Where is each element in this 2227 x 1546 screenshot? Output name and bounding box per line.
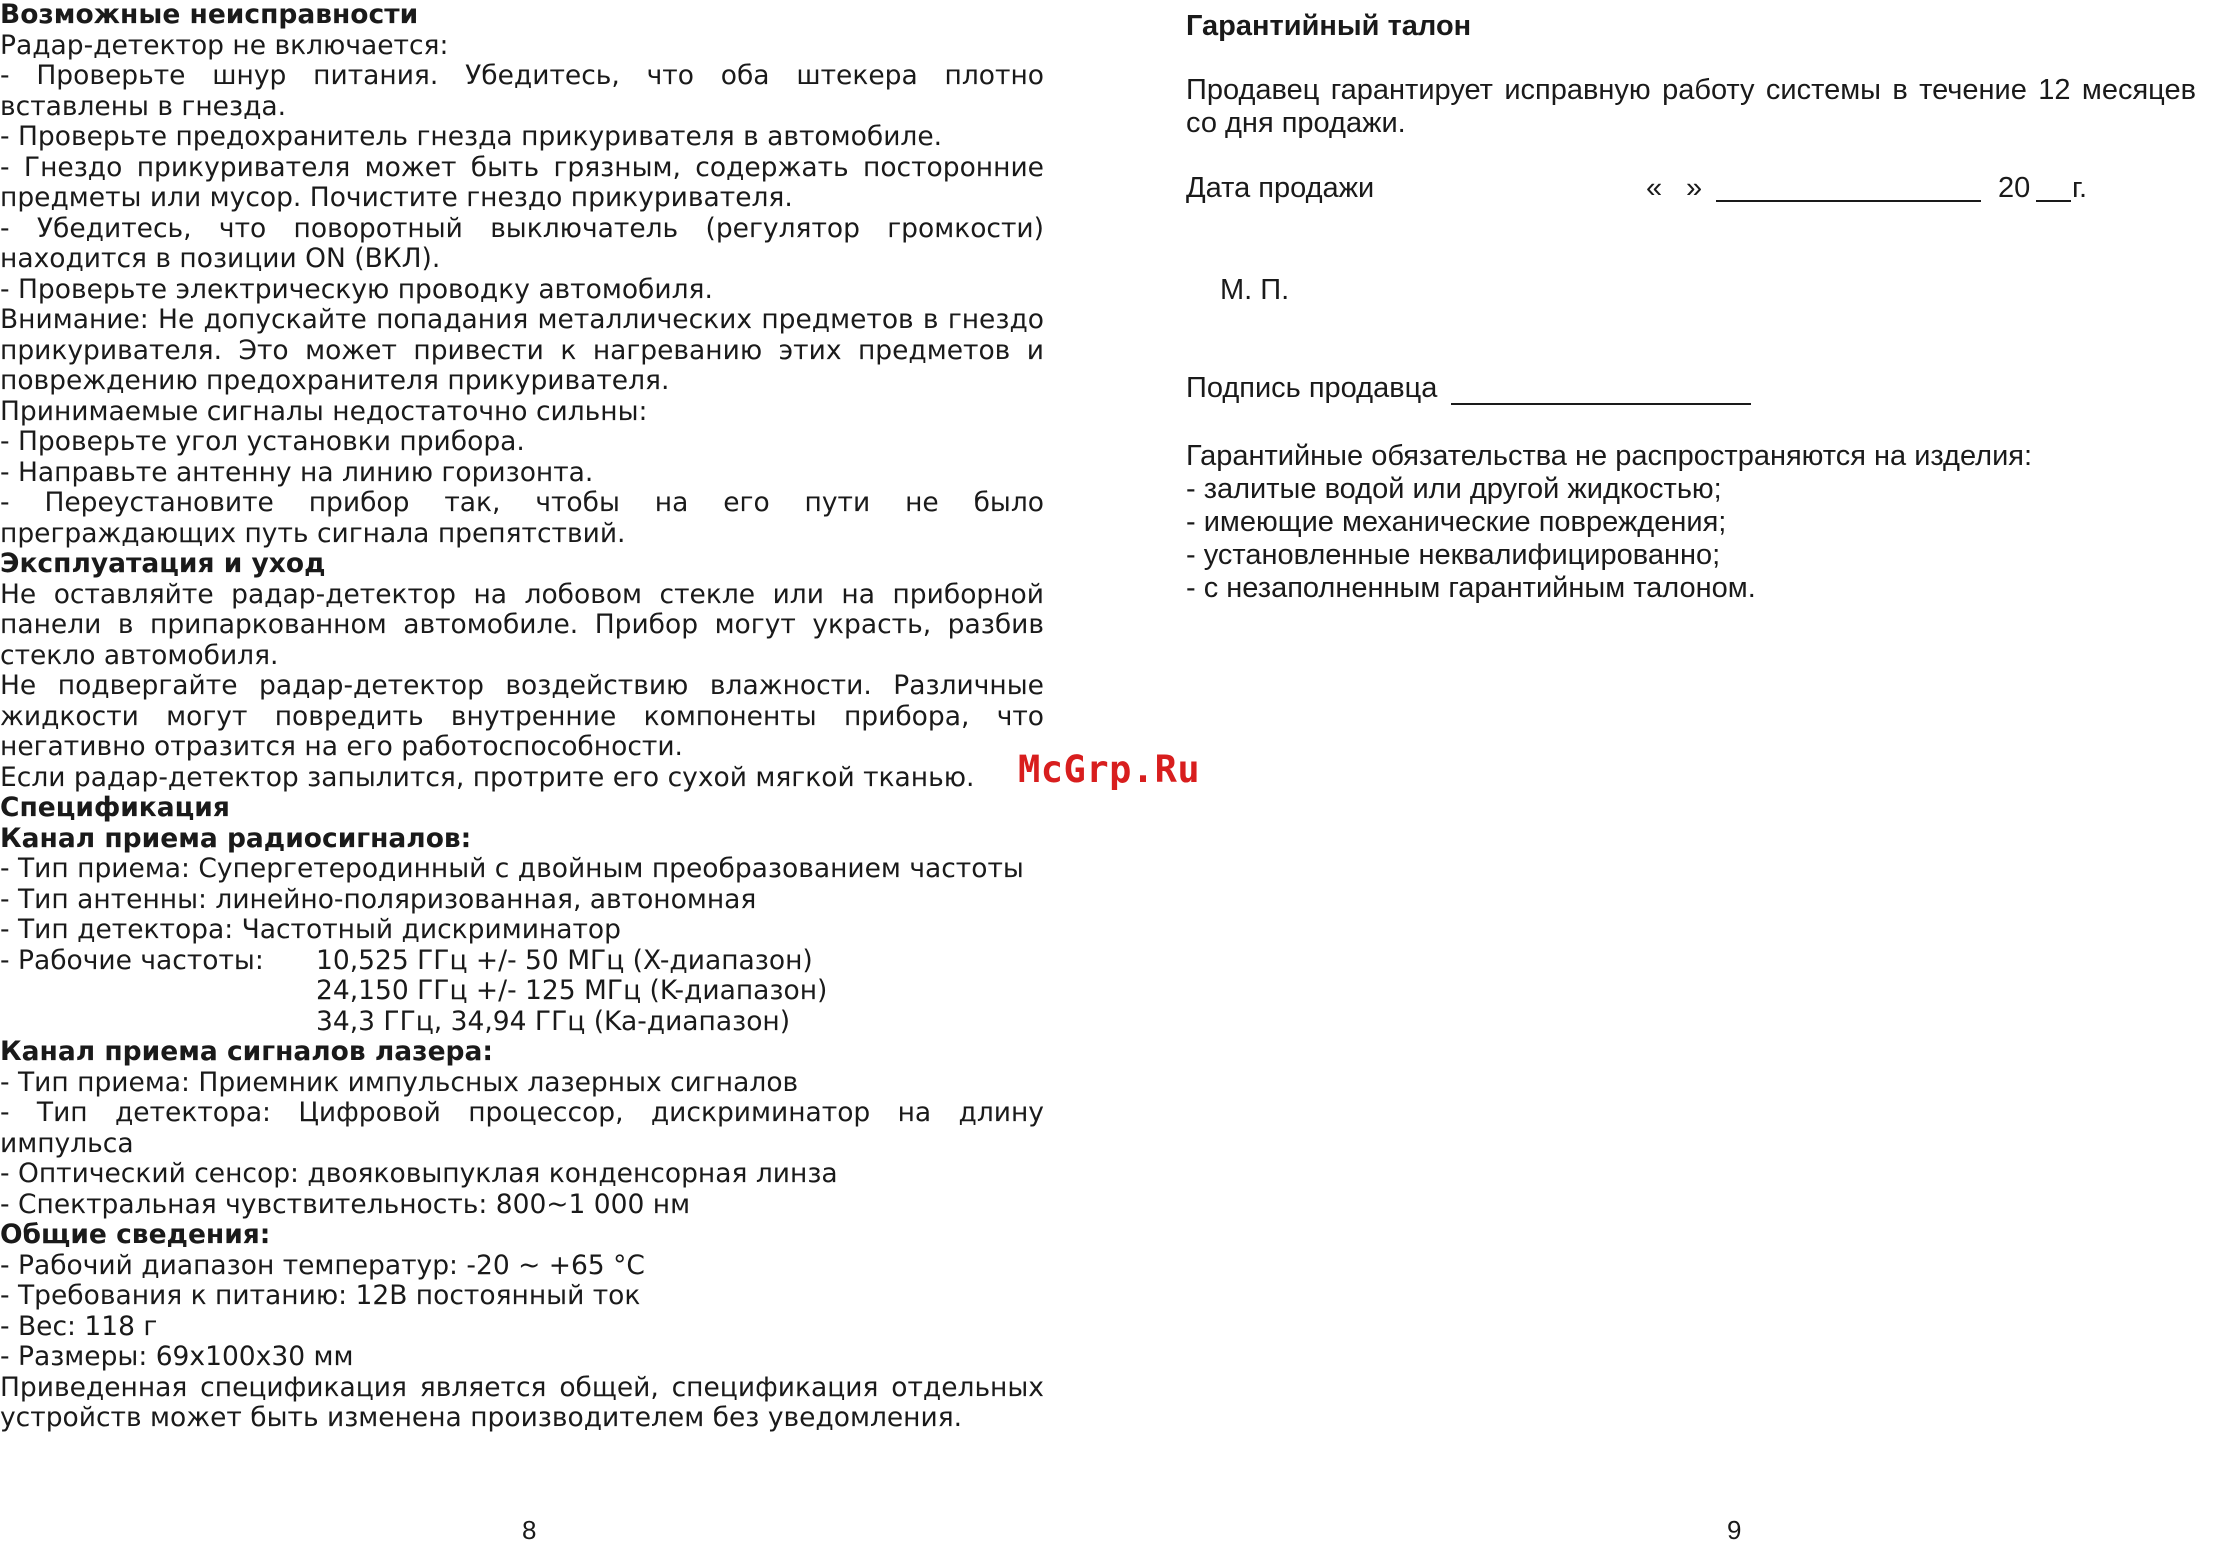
- year-prefix: 20: [1998, 172, 2031, 204]
- quote-open: «: [1646, 172, 1663, 204]
- exclusions-intro: Гарантийные обязательства не распространяются на изделия:: [1186, 440, 2033, 472]
- paragraph: - Спектральная чувствительность: 800~1 000 нм: [0, 1188, 691, 1220]
- section-heading: Канал приема радиосигналов:: [0, 822, 472, 854]
- paragraph: - Тип приема: Супергетеродинный с двойным преобразованием частоты: [0, 853, 1024, 884]
- paragraph: Радар-детектор не включается:: [0, 29, 449, 61]
- paragraph: Не подвергайте радар-детектор воздействию влажности. Различные жидкости могут повредить внутренние компоненты прибора, что негативно отразится на его работоспособности.: [0, 670, 1044, 762]
- sale-date-blank: [1716, 200, 1981, 202]
- frequency-k-band: 24,150 ГГц +/- 125 МГц (K-диапазон): [316, 975, 828, 1006]
- seller-signature-label: Подпись продавца: [1186, 372, 1438, 404]
- paragraph: - Проверьте шнур питания. Убедитесь, что оба штекера плотно вставлены в гнезда.: [0, 60, 1044, 122]
- frequency-x-band: 10,525 ГГц +/- 50 МГц (X-диапазон): [316, 944, 813, 976]
- section-heading: Общие сведения:: [0, 1219, 271, 1250]
- frequencies-label: - Рабочие частоты:: [0, 944, 264, 976]
- year-blank: [2036, 200, 2071, 202]
- paragraph: - Требования к питанию: 12В постоянный ток: [0, 1280, 641, 1311]
- paragraph: - Тип антенны: линейно-поляризованная, автономная: [0, 883, 757, 915]
- exclusion-item: - установленные неквалифицированно;: [1186, 539, 1721, 571]
- paragraph: - Проверьте предохранитель гнезда прикуривателя в автомобиле.: [0, 121, 943, 152]
- paragraph: Приведенная спецификация является общей, спецификация отдельных устройств может быть изменена производителем без уведомления.: [0, 1371, 1044, 1433]
- left-page-content: [0, 0, 1044, 946]
- stamp-label: М. П.: [1220, 274, 1290, 306]
- warranty-title: Гарантийный талон: [1186, 10, 1472, 42]
- exclusion-item: - с незаполненным гарантийным талоном.: [1186, 572, 1756, 604]
- watermark: McGrp.Ru: [1018, 748, 1201, 791]
- sale-date-label: Дата продажи: [1186, 172, 1375, 204]
- section-heading: Спецификация: [0, 792, 230, 823]
- paragraph: - Тип приема: Приемник импульсных лазерных сигналов: [0, 1066, 799, 1098]
- warranty-exclusions: [1186, 440, 2032, 605]
- frequency-row: [0, 976, 1044, 1007]
- paragraph: Внимание: Не допускайте попадания металлических предметов в гнездо прикуривателя. Это может привести к нагреванию этих предметов и повреждению предохранителя прикуривателя.: [0, 304, 1044, 396]
- frequency-ka-band: 34,3 ГГц, 34,94 ГГц (Ka-диапазон): [316, 1005, 791, 1037]
- exclusion-item: - имеющие механические повреждения;: [1186, 506, 1727, 538]
- page-number-left: 8: [522, 1515, 537, 1545]
- frequency-row: [0, 1007, 1044, 1038]
- section-heading: Возможные неисправности: [0, 0, 419, 30]
- section-heading: Эксплуатация и уход: [0, 548, 326, 579]
- paragraph: - Размеры: 69х100х30 мм: [0, 1341, 354, 1372]
- signature-blank: [1451, 373, 1751, 405]
- paragraph: - Направьте антенну на линию горизонта.: [0, 456, 594, 488]
- paragraph: - Переустановите прибор так, чтобы на его пути не было преграждающих путь сигнала препятствий.: [0, 487, 1044, 549]
- paragraph: - Тип детектора: Частотный дискриминатор: [0, 914, 621, 945]
- paragraph: - Оптический сенсор: двояковыпуклая конденсорная линза: [0, 1158, 838, 1189]
- page-number-right: 9: [1727, 1515, 1742, 1545]
- paragraph: - Рабочий диапазон температур: -20 ~ +65 °С: [0, 1249, 645, 1281]
- left-page: [0, 0, 1044, 1434]
- operating-frequencies: [0, 946, 1044, 1038]
- year-suffix: г.: [2072, 172, 2088, 204]
- paragraph: Если радар-детектор запылится, протрите его сухой мягкой тканью.: [0, 761, 975, 793]
- paragraph: - Проверьте угол установки прибора.: [0, 426, 525, 457]
- paragraph: Принимаемые сигналы недостаточно сильны:: [0, 395, 648, 427]
- warranty-text: Продавец гарантирует исправную работу системы в течение 12 месяцев со дня продажи.: [1186, 74, 2196, 139]
- paragraph: - Проверьте электрическую проводку автомобиля.: [0, 273, 713, 305]
- section-heading: Канал приема сигналов лазера:: [0, 1036, 493, 1067]
- paragraph: - Убедитесь, что поворотный выключатель (регулятор громкости) находится в позиции ON (ВКЛ).: [0, 212, 1044, 274]
- paragraph: - Гнездо прикуривателя может быть грязным, содержать посторонние предметы или мусор. Почистите гнездо прикуривателя.: [0, 151, 1044, 213]
- paragraph: - Тип детектора: Цифровой процессор, дискриминатор на длину импульса: [0, 1097, 1044, 1159]
- paragraph: Не оставляйте радар-детектор на лобовом стекле или на приборной панели в припаркованном автомобиле. Прибор могут украсть, разбив стекло автомобиля.: [0, 578, 1044, 671]
- seller-signature-field: [1186, 372, 1751, 405]
- exclusion-item: - залитые водой или другой жидкостью;: [1186, 473, 1722, 505]
- quote-close: »: [1686, 172, 1703, 204]
- paragraph: - Вес: 118 г: [0, 1310, 158, 1342]
- frequency-row: [0, 946, 1044, 977]
- left-page-content-continued: [0, 1037, 1044, 1434]
